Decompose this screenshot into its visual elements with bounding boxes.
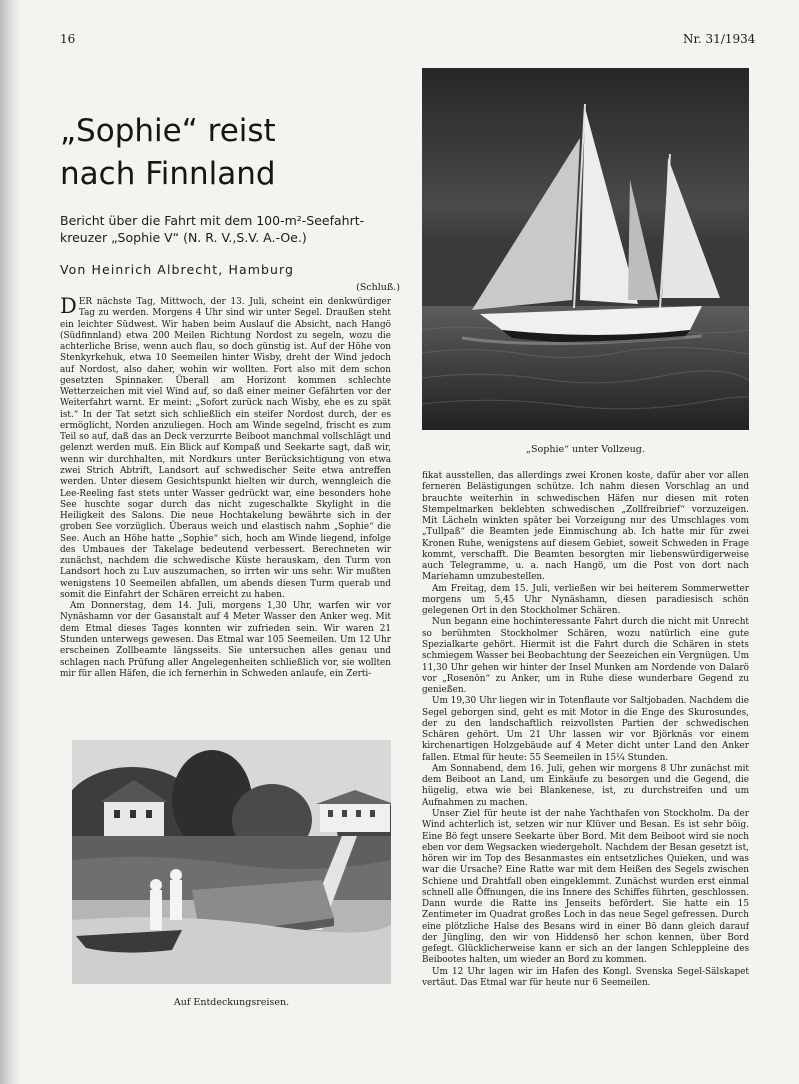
- sailboat-caption: „Sophie“ unter Vollzeug.: [526, 444, 645, 455]
- shore-illustration: [72, 740, 391, 984]
- paragraph: Um 19,30 Uhr liegen wir in Totenflaute vor Saltjobaden. Nachdem die Segel geborgen sind, geht es mit Motor in die Enge des Skurosundes, der zu den landschaftlich reizvollsten Partien der schwedischen Schären gehört. Um 21 Uhr lassen wir vor Björknäs vor einem kirchenartigen Holzgebäude auf 4 Meter dicht unter Land den Anker fallen. Etmal für heute: 55 Seemeilen in 15¼ Stunden.: [422, 696, 749, 763]
- drop-cap: D: [60, 297, 77, 318]
- paragraph: Um 12 Uhr lagen wir im Hafen des Kongl. Svenska Segel-Sälskapet vertäut. Das Etmal war für heute nur 6 Seemeilen.: [422, 966, 749, 988]
- page-number: 16: [60, 32, 76, 46]
- paragraph: Unser Ziel für heute ist der nahe Yachthafen von Stockholm. Da der Wind achterlich ist, setzen wir nur Klüver und Besan. Es ist sehr böig. Eine Bö fegt unsere Seekarte über Bord. Mit dem Beiboot wird sie noch eben vor dem Wegsacken wiedergeholt. Nachdem der Besan gesetzt ist, hören wir im Top des Besanmastes ein entsetzliches Quieken, und was war die Ursache? Eine Ratte war mit dem Heißen des Segels zwischen Schiene und Drahtfall oben eingeklemmt. Zunächst wurden erst einmal schnell alle Öffnungen, die ins Innere des Schiffes führten, geschlossen. Dann wurde die Ratte ins Jenseits befördert. Sie hatte ein 15 Zentimeter im Quadrat großes Loch in das neue Segel gefressen. Durch eine plötzliche Halse des Besans wird in einer Bö dann gleich darauf der Jüngling, den wir von Hiddensö her schon kennen, über Bord gefegt. Glücklicherweise kann er sich an der langen Schleppleine des Beibootes halten, um wieder an Bord zu kommen.: [422, 808, 749, 966]
- page-spine-shadow: [0, 0, 20, 1084]
- title-line-2: nach Finnland: [60, 156, 276, 192]
- sailboat-photo: [422, 68, 749, 430]
- shore-photo: [72, 740, 391, 984]
- byline: Von Heinrich Albrecht, Hamburg: [60, 262, 295, 277]
- paragraph: [60, 297, 391, 601]
- paragraph: Am Donnerstag, dem 14. Juli, morgens 1,30 Uhr, warfen wir vor Nynäshamn vor der Gasanstalt auf 4 Meter Wasser den Anker weg. Mit dem Etmal dieses Tages konnten wir zufrieden sein. Wir waren 21 Stunden unterwegs gewesen. Das Etmal war 105 Seemeilen. Um 12 Uhr erscheinen Zollbeamte längsseits. Sie untersuchen alles genau und schlagen nach Prüfung aller Angelegenheiten schließlich vor, sie wollten mir für allen Häfen, die ich fernerhin in Schweden anlaufe, ein Zerti-: [60, 601, 391, 679]
- title-line-1: „Sophie“ reist: [60, 113, 276, 149]
- continuation-note: (Schluß.): [356, 282, 400, 293]
- paragraph: Am Freitag, dem 15. Juli, verließen wir bei heiterem Sommerwetter morgens um 5,45 Uhr Nynäshamn, diesen paradiesisch schön gelegenen Ort in den Stockholmer Schären.: [422, 583, 749, 617]
- paragraph: Am Sonnabend, dem 16. Juli, gehen wir morgens 8 Uhr zunächst mit dem Beiboot an Land, um Einkäufe zu besorgen und die Gegend, die hügelig, etwa wie bei Blankenese, ist, zu durchstreifen und um Aufnahmen zu machen.: [422, 763, 749, 808]
- article-subtitle: Bericht über die Fahrt mit dem 100-m²-Seefahrt-kreuzer „Sophie V“ (N. R. V.,S.V. A.-Oe.): [60, 213, 365, 245]
- text-column-1: [60, 297, 391, 749]
- paragraph: Nun begann eine hochinteressante Fahrt durch die nicht mit Unrecht so berühmten Stockholmer Schären, wozu natürlich eine gute Spezialkarte gehört. Hiermit ist die Fahrt durch die Schären in stets schmiegem Wasser bei Beobachtung der Seezeichen ein Vergnügen. Um 11,30 Uhr gehen wir hinter der Insel Munken am Nordende von Dalarö vor „Rosenön“ zu Anker, um in Ruhe diese wunderbare Gegend zu genießen.: [422, 617, 749, 696]
- sailboat-illustration: [422, 68, 749, 430]
- shore-caption: Auf Entdeckungsreisen.: [173, 997, 290, 1008]
- article-title: [60, 110, 400, 196]
- paragraph-text: ER nächste Tag, Mittwoch, der 13. Juli, scheint ein denkwürdiger Tag zu werden. Morgens 4 Uhr sind wir unter Segel. Draußen steht ein leichter Südwest. Wir haben beim Auslauf die Absicht, nach Hangö (Südfinnland) etwa 200 Meilen Richtung Nordost zu segeln, wozu die achterliche Brise, wenn auch flau, so doch günstig ist. Auf der Höhe von Stenkyrkehuk, etwa 10 Seemeilen hinter Wisby, dreht der Wind jedoch auf Nordost, also daher, wohin wir wollten. Fort also mit dem schon gesetzten Spinnaker. Überall am Horizont kommen schlechte Wetterzeichen mit viel Wind auf, so daß einer meiner Gefährten vor der Weiterfahrt warnt. Er meint: „Sofort zurück nach Wisby, ehe es zu spät ist.“ In der Tat setzt sich schließlich ein steifer Nordost durch, der es ermöglicht, Norden anzuliegen. Hoch am Winde segelnd, frischt es zum Teil so auf, daß das an Deck verzurrte Beiboot manchmal vollschlägt und gelenzt werden muß. Ein Blick auf Kompaß und Seekarte sagt, daß wir, wenn wir durchhalten, mit Nordkurs unter Berücksichtigung von etwa zwei Strich Abtrift, Landsort auf schwedischer Seite etwa antreffen werden. Unter diesem Gesichtspunkt hielten wir durch, wenngleich die Lee-Reeling fast stets unter Wasser gedrückt war, eine besonders hohe See huschte sogar durch das nicht zugeschalkte Skylight in die Heiligkeit des Salons. Die neue Hochtakelung bewährte sich in der groben See vorzüglich. Überaus weich und elastisch nahm „Sophie“ die See. Auch an Höhe hatte „Sophie“ sich, hoch am Winde liegend, infolge des Umbaues der Takelage bedeutend verbessert. Berechneten wir zunächst, nachdem die schwedische Küste herauskam, den Turm von Landsort hoch zu Luv auszumachen, so irrten wir uns sehr. Wir mußten wenigstens 10 Seemeilen abfallen, um abends diesen Turm querab und somit die Einfahrt der Schären erreicht zu haben.: [60, 297, 391, 600]
- issue-number: Nr. 31/1934: [683, 32, 756, 46]
- text-column-2: [422, 471, 749, 1016]
- paragraph: fikat ausstellen, das allerdings zwei Kronen koste, dafür aber vor allen ferneren Belästigungen schütze. Ich nahm diesen Vorschlag an und brauchte weiterhin in schwedischen Häfen nur diesen mit roten Stempelmarken beklebten schwedischen „Zollfreibrief“ vorzuzeigen. Mit Lächeln winkten später bei Vorzeigung nur des Umschlages vom „Tullpaß“ die Beamten jede Einmischung ab. Ich hatte mir für zwei Kronen Ruhe, wenigstens auf diesem Gebiet, soweit Schweden in Frage kommt, verschafft. Die Beamten besorgten mir liebenswürdigerweise auch Telegramme, u. a. nach Hangö, um die Post von dort nach Mariehamn umzubestellen.: [422, 471, 749, 583]
